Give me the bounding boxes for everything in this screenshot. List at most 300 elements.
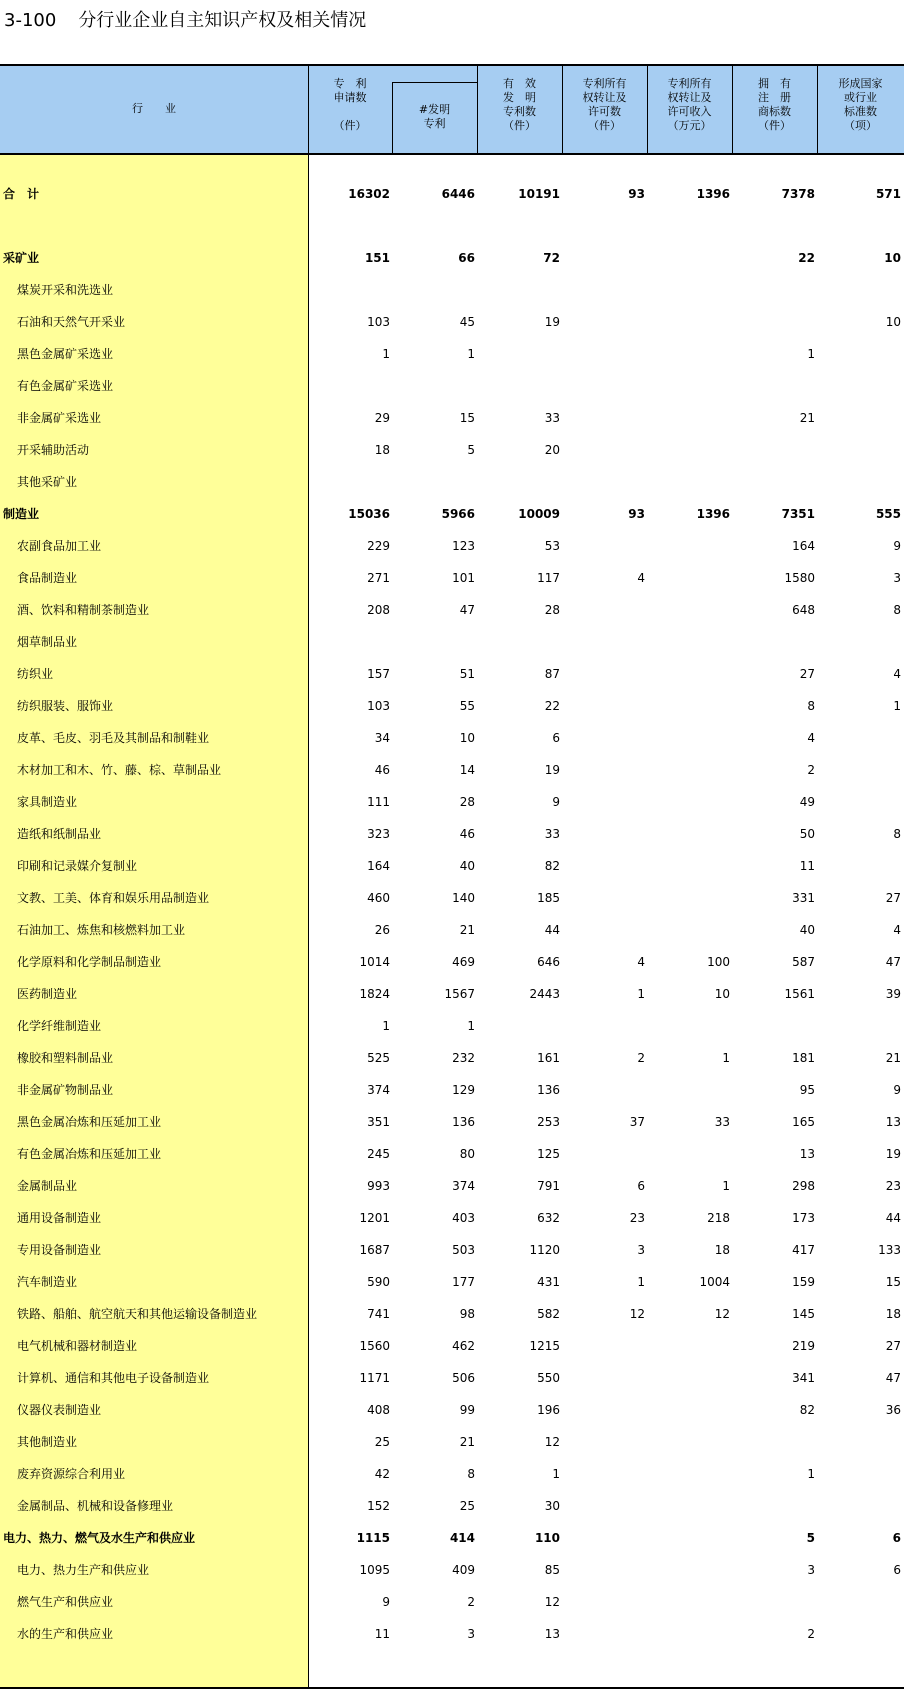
table-row bbox=[0, 1337, 904, 1355]
row-value: 1 bbox=[637, 987, 645, 1001]
row-value: 229 bbox=[367, 539, 390, 553]
row-label: 化学原料和化学制品制造业 bbox=[17, 955, 162, 969]
row-value: 15036 bbox=[348, 507, 390, 521]
row-value: 30 bbox=[544, 1499, 560, 1513]
row-value: 1687 bbox=[359, 1243, 390, 1257]
row-value: 648 bbox=[792, 603, 815, 617]
row-value: 9 bbox=[552, 795, 560, 809]
row-value: 23 bbox=[885, 1179, 901, 1193]
row-value: 18 bbox=[374, 443, 390, 457]
table-row bbox=[0, 1017, 904, 1035]
row-label: 电力、热力、燃气及水生产和供应业 bbox=[3, 1531, 196, 1545]
row-value: 1 bbox=[722, 1179, 730, 1193]
row-value: 37 bbox=[629, 1115, 645, 1129]
row-value: 46 bbox=[374, 763, 390, 777]
row-value: 10 bbox=[714, 987, 730, 1001]
row-value: 66 bbox=[458, 251, 475, 265]
row-value: 341 bbox=[792, 1371, 815, 1385]
row-value: 25 bbox=[374, 1435, 390, 1449]
table-row bbox=[0, 921, 904, 939]
row-value: 136 bbox=[537, 1083, 560, 1097]
table-row bbox=[0, 825, 904, 843]
row-value: 22 bbox=[798, 251, 815, 265]
row-value: 44 bbox=[544, 923, 560, 937]
row-value: 7378 bbox=[781, 187, 815, 201]
row-value: 93 bbox=[628, 187, 645, 201]
table-row bbox=[0, 985, 904, 1003]
row-value: 550 bbox=[537, 1371, 560, 1385]
table-row bbox=[0, 697, 904, 715]
table-row bbox=[0, 793, 904, 811]
row-value: 1014 bbox=[359, 955, 390, 969]
row-value: 82 bbox=[799, 1403, 815, 1417]
row-value: 49 bbox=[799, 795, 815, 809]
row-label: 采矿业 bbox=[3, 251, 40, 265]
row-value: 1824 bbox=[359, 987, 390, 1001]
table-title-text: 分行业企业自主知识产权及相关情况 bbox=[78, 10, 367, 31]
row-value: 34 bbox=[374, 731, 390, 745]
row-value: 196 bbox=[537, 1403, 560, 1417]
row-value: 165 bbox=[792, 1115, 815, 1129]
row-value: 1 bbox=[807, 1467, 815, 1481]
row-value: 1004 bbox=[699, 1275, 730, 1289]
row-value: 374 bbox=[452, 1179, 475, 1193]
row-value: 47 bbox=[885, 1371, 901, 1385]
row-value: 232 bbox=[452, 1051, 475, 1065]
row-label: 电力、热力生产和供应业 bbox=[17, 1563, 150, 1577]
row-value: 2 bbox=[807, 1627, 815, 1641]
row-value: 1 bbox=[382, 1019, 390, 1033]
row-value: 408 bbox=[367, 1403, 390, 1417]
row-value: 29 bbox=[374, 411, 390, 425]
table-row bbox=[0, 313, 904, 331]
row-label: 制造业 bbox=[3, 507, 40, 521]
table-row bbox=[0, 633, 904, 651]
row-label: 金属制品业 bbox=[17, 1179, 78, 1193]
row-value: 10 bbox=[459, 731, 475, 745]
row-label: 黑色金属矿采选业 bbox=[17, 347, 114, 361]
header-transfer-income: 专利所有 权转让及 许可收入 （万元） bbox=[667, 77, 712, 132]
table-row bbox=[0, 1401, 904, 1419]
row-value: 93 bbox=[628, 507, 645, 521]
row-value: 1 bbox=[467, 1019, 475, 1033]
table-row bbox=[0, 601, 904, 619]
row-value: 1567 bbox=[444, 987, 475, 1001]
row-value: 6 bbox=[892, 1531, 901, 1545]
row-value: 4 bbox=[807, 731, 815, 745]
row-value: 20 bbox=[544, 443, 560, 457]
header-trademark: 拥 有 注 册 商标数 （件） bbox=[758, 77, 791, 132]
row-value: 85 bbox=[544, 1563, 560, 1577]
row-value: 19 bbox=[544, 763, 560, 777]
table-row bbox=[0, 1049, 904, 1067]
row-label: 文教、工美、体育和娱乐用品制造业 bbox=[17, 891, 210, 905]
row-value: 469 bbox=[452, 955, 475, 969]
row-value: 525 bbox=[367, 1051, 390, 1065]
row-label: 水的生产和供应业 bbox=[17, 1627, 114, 1641]
row-value: 460 bbox=[367, 891, 390, 905]
row-value: 21 bbox=[885, 1051, 901, 1065]
row-value: 3 bbox=[467, 1627, 475, 1641]
table-row bbox=[0, 953, 904, 971]
table-row bbox=[0, 409, 904, 427]
row-label: 计算机、通信和其他电子设备制造业 bbox=[17, 1371, 210, 1385]
row-value: 39 bbox=[885, 987, 901, 1001]
row-value: 47 bbox=[885, 955, 901, 969]
row-value: 28 bbox=[459, 795, 475, 809]
row-label: 铁路、船舶、航空航天和其他运输设备制造业 bbox=[17, 1307, 258, 1321]
table-row bbox=[0, 505, 904, 523]
row-value: 33 bbox=[544, 411, 560, 425]
row-value: 164 bbox=[792, 539, 815, 553]
row-value: 21 bbox=[459, 923, 475, 937]
row-label: 石油加工、炼焦和核燃料加工业 bbox=[17, 923, 186, 937]
header-valid: 有 效 发 明 专利数 （件） bbox=[503, 77, 536, 132]
row-value: 5966 bbox=[441, 507, 475, 521]
row-value: 245 bbox=[367, 1147, 390, 1161]
row-value: 6446 bbox=[441, 187, 475, 201]
table-row bbox=[0, 1561, 904, 1579]
table-row bbox=[0, 1177, 904, 1195]
row-label: 木材加工和木、竹、藤、棕、草制品业 bbox=[17, 763, 222, 777]
row-value: 1396 bbox=[696, 507, 730, 521]
row-label: 化学纤维制造业 bbox=[17, 1019, 102, 1033]
header-rule bbox=[0, 153, 904, 155]
row-value: 9 bbox=[382, 1595, 390, 1609]
row-value: 2 bbox=[807, 763, 815, 777]
row-value: 2443 bbox=[529, 987, 560, 1001]
row-value: 8 bbox=[807, 699, 815, 713]
row-value: 46 bbox=[459, 827, 475, 841]
table-row bbox=[0, 537, 904, 555]
row-value: 129 bbox=[452, 1083, 475, 1097]
row-value: 103 bbox=[367, 315, 390, 329]
row-value: 103 bbox=[367, 699, 390, 713]
row-value: 117 bbox=[537, 571, 560, 585]
row-value: 11 bbox=[799, 859, 815, 873]
row-value: 9 bbox=[893, 539, 901, 553]
row-value: 1 bbox=[893, 699, 901, 713]
row-value: 26 bbox=[374, 923, 390, 937]
table-row bbox=[0, 1369, 904, 1387]
row-value: 1215 bbox=[529, 1339, 560, 1353]
row-label: 有色金属冶炼和压延加工业 bbox=[17, 1147, 162, 1161]
row-value: 1580 bbox=[784, 571, 815, 585]
row-value: 40 bbox=[799, 923, 815, 937]
row-value: 4 bbox=[893, 667, 901, 681]
row-label: 纺织业 bbox=[17, 667, 54, 681]
row-value: 331 bbox=[792, 891, 815, 905]
row-value: 2 bbox=[467, 1595, 475, 1609]
row-value: 3 bbox=[637, 1243, 645, 1257]
table-title bbox=[4, 6, 366, 32]
row-value: 219 bbox=[792, 1339, 815, 1353]
row-label: 金属制品、机械和设备修理业 bbox=[17, 1499, 174, 1513]
row-value: 28 bbox=[544, 603, 560, 617]
table-row bbox=[0, 281, 904, 299]
row-value: 181 bbox=[792, 1051, 815, 1065]
row-value: 208 bbox=[367, 603, 390, 617]
row-value: 157 bbox=[367, 667, 390, 681]
row-label: 烟草制品业 bbox=[17, 635, 78, 649]
table-row bbox=[0, 1113, 904, 1131]
table-row bbox=[0, 249, 904, 267]
row-value: 27 bbox=[799, 667, 815, 681]
table-row bbox=[0, 665, 904, 683]
row-label: 非金属矿物制品业 bbox=[17, 1083, 114, 1097]
row-value: 11 bbox=[374, 1627, 390, 1641]
row-label: 有色金属矿采选业 bbox=[17, 379, 114, 393]
table-row bbox=[0, 729, 904, 747]
row-value: 19 bbox=[885, 1147, 901, 1161]
row-value: 173 bbox=[792, 1211, 815, 1225]
row-value: 351 bbox=[367, 1115, 390, 1129]
table-row bbox=[0, 1625, 904, 1643]
row-label: 汽车制造业 bbox=[17, 1275, 78, 1289]
row-value: 3 bbox=[893, 571, 901, 585]
row-label: 通用设备制造业 bbox=[17, 1211, 102, 1225]
row-label: 废弃资源综合利用业 bbox=[17, 1467, 126, 1481]
row-value: 136 bbox=[452, 1115, 475, 1129]
row-value: 14 bbox=[459, 763, 475, 777]
row-label: 印刷和记录媒介复制业 bbox=[17, 859, 138, 873]
row-value: 9 bbox=[893, 1083, 901, 1097]
row-value: 503 bbox=[452, 1243, 475, 1257]
row-value: 53 bbox=[544, 539, 560, 553]
row-label: 开采辅助活动 bbox=[17, 443, 90, 457]
header-apply: 专 利 申请数 （件） bbox=[333, 77, 367, 132]
row-value: 1115 bbox=[356, 1531, 390, 1545]
row-value: 12 bbox=[544, 1595, 560, 1609]
row-value: 2 bbox=[637, 1051, 645, 1065]
table-row bbox=[0, 569, 904, 587]
row-value: 1120 bbox=[529, 1243, 560, 1257]
row-value: 110 bbox=[534, 1531, 560, 1545]
table-row bbox=[0, 1273, 904, 1291]
row-value: 741 bbox=[367, 1307, 390, 1321]
row-value: 164 bbox=[367, 859, 390, 873]
row-value: 100 bbox=[707, 955, 730, 969]
row-value: 1 bbox=[722, 1051, 730, 1065]
row-value: 298 bbox=[792, 1179, 815, 1193]
row-value: 19 bbox=[544, 315, 560, 329]
row-value: 582 bbox=[537, 1307, 560, 1321]
row-value: 125 bbox=[537, 1147, 560, 1161]
row-value: 5 bbox=[467, 443, 475, 457]
row-value: 4 bbox=[637, 955, 645, 969]
row-value: 45 bbox=[459, 315, 475, 329]
table-row bbox=[0, 1145, 904, 1163]
row-value: 161 bbox=[537, 1051, 560, 1065]
row-value: 3 bbox=[807, 1563, 815, 1577]
header-transfer-count: 专利所有 权转让及 许可数 （件） bbox=[582, 77, 627, 132]
table-row bbox=[0, 1241, 904, 1259]
row-value: 1 bbox=[637, 1275, 645, 1289]
row-value: 8 bbox=[893, 603, 901, 617]
row-value: 23 bbox=[629, 1211, 645, 1225]
header-standards: 形成国家 或行业 标准数 （项） bbox=[838, 77, 883, 132]
table-row bbox=[0, 1209, 904, 1227]
row-value: 133 bbox=[878, 1243, 901, 1257]
row-value: 12 bbox=[544, 1435, 560, 1449]
row-label: 煤炭开采和洗选业 bbox=[17, 283, 114, 297]
subheader-rule bbox=[392, 82, 477, 83]
row-value: 6 bbox=[552, 731, 560, 745]
table-row bbox=[0, 761, 904, 779]
row-value: 7351 bbox=[781, 507, 815, 521]
row-value: 1095 bbox=[359, 1563, 390, 1577]
row-value: 55 bbox=[459, 699, 475, 713]
row-value: 6 bbox=[893, 1563, 901, 1577]
row-value: 36 bbox=[885, 1403, 901, 1417]
row-value: 44 bbox=[885, 1211, 901, 1225]
row-label: 黑色金属冶炼和压延加工业 bbox=[17, 1115, 162, 1129]
row-value: 13 bbox=[885, 1115, 901, 1129]
row-value: 409 bbox=[452, 1563, 475, 1577]
row-label: 电气机械和器材制造业 bbox=[17, 1339, 138, 1353]
row-value: 42 bbox=[374, 1467, 390, 1481]
row-value: 33 bbox=[714, 1115, 730, 1129]
row-value: 571 bbox=[875, 187, 901, 201]
row-label: 皮革、毛皮、羽毛及其制品和制鞋业 bbox=[17, 731, 210, 745]
row-value: 4 bbox=[893, 923, 901, 937]
row-value: 95 bbox=[799, 1083, 815, 1097]
table-row bbox=[0, 1433, 904, 1451]
row-value: 374 bbox=[367, 1083, 390, 1097]
row-value: 111 bbox=[367, 795, 390, 809]
row-value: 21 bbox=[799, 411, 815, 425]
row-value: 50 bbox=[799, 827, 815, 841]
row-value: 555 bbox=[875, 507, 901, 521]
table-row bbox=[0, 1081, 904, 1099]
row-value: 47 bbox=[459, 603, 475, 617]
row-label: 纺织服装、服饰业 bbox=[17, 699, 114, 713]
row-value: 10191 bbox=[518, 187, 560, 201]
row-value: 1171 bbox=[359, 1371, 390, 1385]
row-value: 101 bbox=[452, 571, 475, 585]
row-label: 造纸和纸制品业 bbox=[17, 827, 102, 841]
row-value: 82 bbox=[544, 859, 560, 873]
row-value: 177 bbox=[452, 1275, 475, 1289]
row-value: 403 bbox=[452, 1211, 475, 1225]
bottom-rule bbox=[0, 1687, 904, 1689]
row-value: 12 bbox=[714, 1307, 730, 1321]
row-label: 仪器仪表制造业 bbox=[17, 1403, 102, 1417]
table-row bbox=[0, 1465, 904, 1483]
table-row bbox=[0, 889, 904, 907]
row-value: 51 bbox=[459, 667, 475, 681]
row-value: 80 bbox=[459, 1147, 475, 1161]
row-value: 18 bbox=[714, 1243, 730, 1257]
row-label: 医药制造业 bbox=[17, 987, 78, 1001]
row-value: 417 bbox=[792, 1243, 815, 1257]
row-value: 791 bbox=[537, 1179, 560, 1193]
row-value: 98 bbox=[459, 1307, 475, 1321]
header-industry: 行 业 bbox=[132, 102, 176, 115]
row-value: 27 bbox=[885, 1339, 901, 1353]
row-value: 5 bbox=[806, 1531, 815, 1545]
row-label: 橡胶和塑料制品业 bbox=[17, 1051, 114, 1065]
row-value: 145 bbox=[792, 1307, 815, 1321]
row-value: 1 bbox=[467, 347, 475, 361]
row-value: 1 bbox=[807, 347, 815, 361]
row-value: 15 bbox=[885, 1275, 901, 1289]
row-value: 646 bbox=[537, 955, 560, 969]
row-value: 1396 bbox=[696, 187, 730, 201]
row-value: 8 bbox=[467, 1467, 475, 1481]
row-value: 6 bbox=[637, 1179, 645, 1193]
row-value: 414 bbox=[449, 1531, 475, 1545]
row-label: 合 计 bbox=[3, 187, 40, 201]
row-value: 18 bbox=[885, 1307, 901, 1321]
row-label: 非金属矿采选业 bbox=[17, 411, 102, 425]
row-value: 1560 bbox=[359, 1339, 390, 1353]
table-row bbox=[0, 1593, 904, 1611]
row-label: 其他制造业 bbox=[17, 1435, 78, 1449]
row-value: 8 bbox=[893, 827, 901, 841]
row-value: 13 bbox=[799, 1147, 815, 1161]
table-row bbox=[0, 377, 904, 395]
table-number: 3-100 bbox=[4, 10, 57, 31]
row-value: 271 bbox=[367, 571, 390, 585]
row-value: 218 bbox=[707, 1211, 730, 1225]
row-value: 185 bbox=[537, 891, 560, 905]
header-invent: #发明 专利 bbox=[418, 103, 451, 130]
row-label: 其他采矿业 bbox=[17, 475, 78, 489]
row-value: 25 bbox=[459, 1499, 475, 1513]
table-row bbox=[0, 857, 904, 875]
row-value: 590 bbox=[367, 1275, 390, 1289]
row-value: 72 bbox=[543, 251, 560, 265]
row-value: 87 bbox=[544, 667, 560, 681]
row-value: 993 bbox=[367, 1179, 390, 1193]
row-label: 石油和天然气开采业 bbox=[17, 315, 126, 329]
row-value: 159 bbox=[792, 1275, 815, 1289]
row-value: 587 bbox=[792, 955, 815, 969]
row-value: 4 bbox=[637, 571, 645, 585]
row-value: 1561 bbox=[784, 987, 815, 1001]
row-label: 燃气生产和供应业 bbox=[17, 1595, 114, 1609]
row-label: 农副食品加工业 bbox=[17, 539, 102, 553]
row-value: 323 bbox=[367, 827, 390, 841]
table-row bbox=[0, 473, 904, 491]
row-value: 1201 bbox=[359, 1211, 390, 1225]
row-value: 431 bbox=[537, 1275, 560, 1289]
row-value: 22 bbox=[544, 699, 560, 713]
row-value: 40 bbox=[459, 859, 475, 873]
row-value: 1 bbox=[382, 347, 390, 361]
table-row bbox=[0, 1497, 904, 1515]
row-value: 253 bbox=[537, 1115, 560, 1129]
row-value: 123 bbox=[452, 539, 475, 553]
row-value: 21 bbox=[459, 1435, 475, 1449]
row-value: 632 bbox=[537, 1211, 560, 1225]
row-value: 13 bbox=[544, 1627, 560, 1641]
row-value: 27 bbox=[885, 891, 901, 905]
table-row bbox=[0, 345, 904, 363]
row-value: 16302 bbox=[348, 187, 390, 201]
row-value: 462 bbox=[452, 1339, 475, 1353]
row-label: 食品制造业 bbox=[17, 571, 78, 585]
row-value: 140 bbox=[452, 891, 475, 905]
table-row bbox=[0, 441, 904, 459]
row-value: 15 bbox=[459, 411, 475, 425]
row-value: 1 bbox=[552, 1467, 560, 1481]
table-row bbox=[0, 185, 904, 203]
table-row bbox=[0, 1529, 904, 1547]
row-value: 10009 bbox=[518, 507, 560, 521]
table-row bbox=[0, 1305, 904, 1323]
